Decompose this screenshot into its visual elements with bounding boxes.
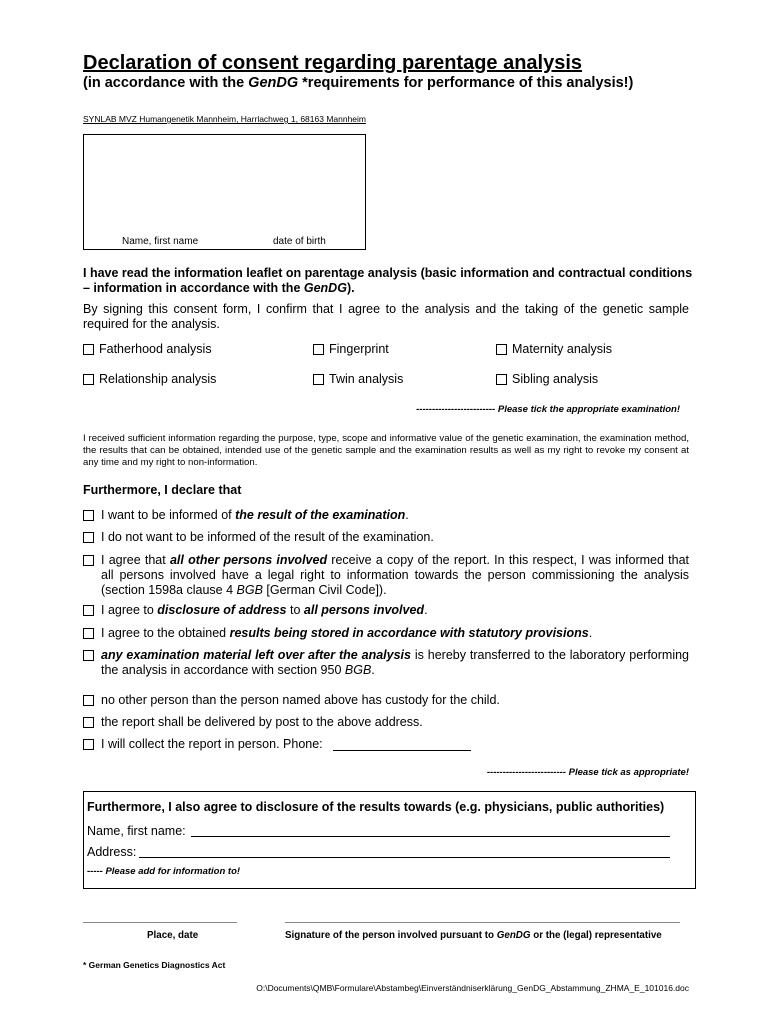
option-sibling[interactable]: Sibling analysis (496, 372, 598, 386)
footnote: * German Genetics Diagnostics Act (83, 960, 226, 970)
tick-examination-note: ------------------------- Please tick the appropriate examination! (416, 404, 680, 415)
checkbox[interactable] (83, 344, 94, 355)
declaration-report-post[interactable]: the report shall be delivered by post to the above address. (83, 715, 689, 730)
declaration-address-disclosure[interactable]: I agree to disclosure of address to all persons involved. (83, 603, 689, 618)
disclosure-note: ----- Please add for information to! (87, 866, 241, 877)
checkbox[interactable] (83, 605, 94, 616)
declaration-custody[interactable]: no other person than the person named above has custody for the child. (83, 693, 689, 708)
checkbox[interactable] (83, 374, 94, 385)
document-title: Declaration of consent regarding parentage analysis (83, 52, 583, 74)
checkbox[interactable] (83, 650, 94, 661)
declaration-material-transfer[interactable]: any examination material left over after the analysis is hereby transferred to the laboratory performing the analysis in accordance with section 950 BGB. (83, 648, 689, 678)
option-fatherhood[interactable]: Fatherhood analysis (83, 342, 212, 356)
checkbox[interactable] (83, 695, 94, 706)
option-maternity[interactable]: Maternity analysis (496, 342, 612, 356)
disclosure-name-label: Name, first name: (87, 824, 186, 838)
declaration-not-informed[interactable]: I do not want to be informed of the result of the examination. (83, 530, 689, 545)
checkbox[interactable] (83, 510, 94, 521)
file-path: O:\Documents\QMB\Formulare\Abstambeg\Einverständniserklärung_GenDG_Abstammung_ZHMA_E_101016.doc (256, 983, 689, 993)
declaration-collect-report[interactable]: I will collect the report in person. Phone: (83, 737, 483, 752)
signature-label: Signature of the person involved pursuant to GenDG or the (legal) representative (285, 930, 662, 941)
declaration-informed[interactable]: I want to be informed of the result of the examination. (83, 508, 689, 523)
place-date-field[interactable] (83, 922, 237, 923)
declaration-results-storage[interactable]: I agree to the obtained results being stored in accordance with statutory provisions. (83, 626, 689, 641)
disclosure-address-field[interactable] (139, 857, 670, 858)
place-date-label: Place, date (147, 930, 199, 941)
checkbox[interactable] (313, 374, 324, 385)
lab-address: SYNLAB MVZ Humangenetik Mannheim, Harrlachweg 1, 68163 Mannheim (83, 114, 366, 124)
checkbox[interactable] (83, 717, 94, 728)
disclosure-heading: Furthermore, I also agree to disclosure of the results towards (e.g. physicians, public authorities) (87, 800, 665, 814)
leaflet-statement: I have read the information leaflet on parentage analysis (basic information and contractual conditions – information in accordance with the GenDG). (83, 266, 693, 295)
checkbox[interactable] (83, 628, 94, 639)
patient-info-box[interactable] (83, 134, 366, 250)
information-text: I received sufficient information regarding the purpose, type, scope and informative value of the genetic examination, the examination method, the results that can be obtained, intended use of the genetic sample and the examination results as well as my right to revoke my consent at any time and my right to non-information. (83, 433, 689, 468)
consent-statement: By signing this consent form, I confirm that I agree to the analysis and the taking of the genetic sample required for the analysis. (83, 302, 689, 331)
disclosure-name-field[interactable] (191, 836, 670, 837)
disclosure-address-label: Address: (87, 845, 137, 859)
signature-field[interactable] (285, 922, 680, 923)
checkbox[interactable] (496, 374, 507, 385)
declarations-heading: Furthermore, I declare that (83, 483, 242, 497)
name-label: Name, first name (122, 236, 199, 247)
checkbox[interactable] (83, 532, 94, 543)
checkbox[interactable] (313, 344, 324, 355)
option-relationship[interactable]: Relationship analysis (83, 372, 216, 386)
tick-appropriate-note: ------------------------- Please tick as appropriate! (486, 767, 689, 778)
checkbox[interactable] (496, 344, 507, 355)
document-subtitle: (in accordance with the GenDG *requirements for performance of this analysis!) (83, 75, 634, 91)
checkbox[interactable] (83, 555, 94, 566)
phone-field[interactable] (333, 750, 471, 751)
option-fingerprint[interactable]: Fingerprint (313, 342, 389, 356)
dob-label: date of birth (273, 236, 326, 247)
declaration-copy-report[interactable]: I agree that all other persons involved receive a copy of the report. In this respect, I was informed that all persons involved have a legal right to information towards the person commissioning the analysis (section 1598a clause 4 BGB [German Civil Code]). (83, 553, 689, 598)
option-twin[interactable]: Twin analysis (313, 372, 403, 386)
checkbox[interactable] (83, 739, 94, 750)
